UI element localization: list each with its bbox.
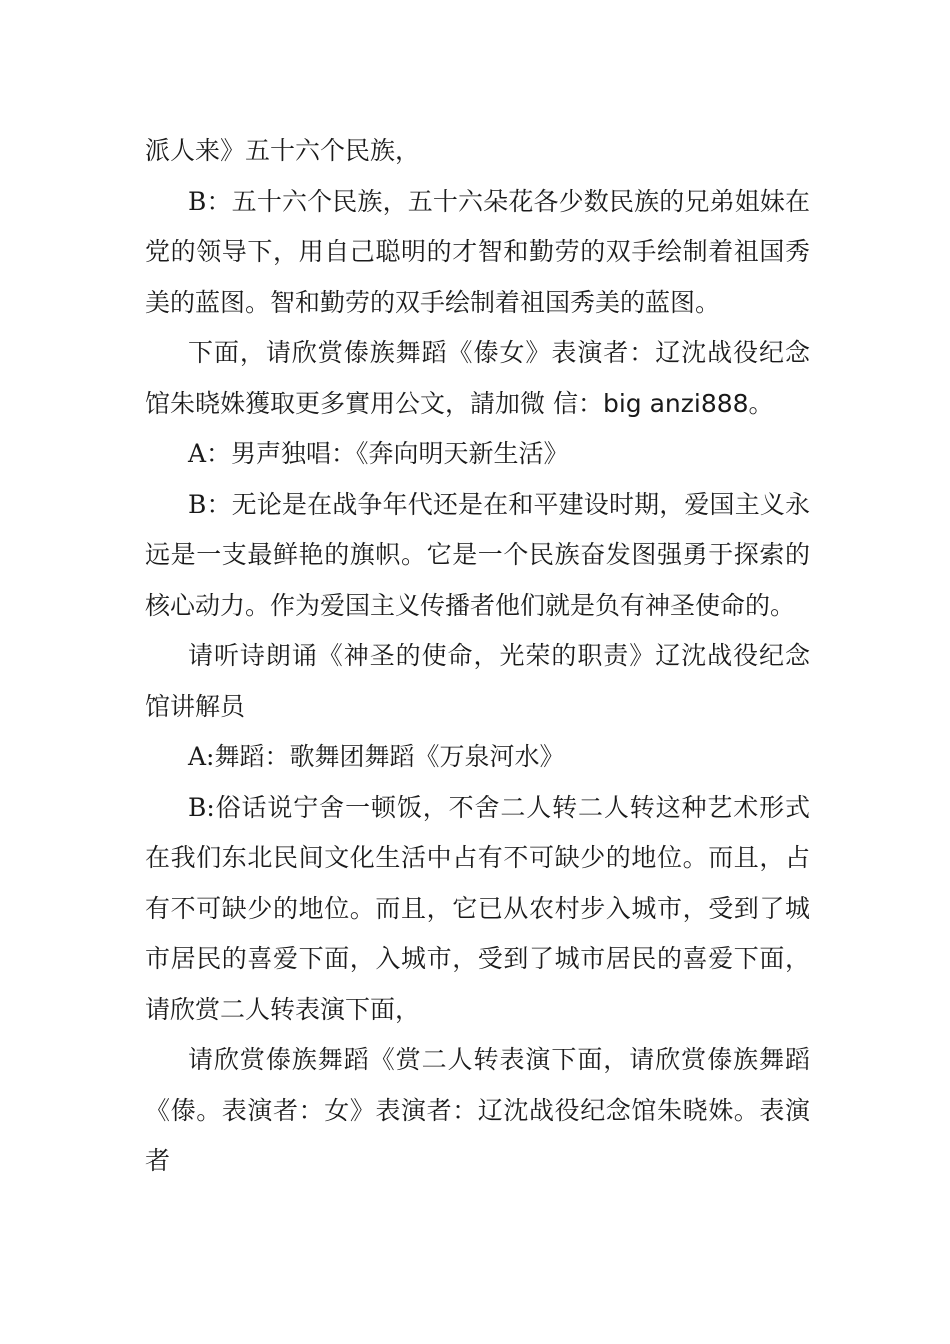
paragraph-text: B:俗话说宁舍一顿饭，不舍二人转二人转这种艺术形式在我们东北民间文化生活中占有不可缺少的地位。而且，占有不可缺少的地位。而且，它已从农村步入城市，受到了城市居民的喜爱下面，入城市，受到了城市居民的喜爱下面，请欣赏二人转表演下面， (145, 792, 810, 1024)
paragraph-5 (145, 480, 810, 632)
paragraph-6 (145, 631, 810, 732)
paragraph-text: B：无论是在战争年代还是在和平建设时期，爱国主义永远是一支最鲜艳的旗帜。它是一个民族奋发图强勇于探索的核心动力。作为爱国主义传播者他们就是负有神圣使命的。 (145, 489, 810, 620)
paragraph-text: 派人来》五十六个民族， (145, 136, 421, 165)
paragraph-4 (145, 429, 810, 480)
wechat-id-text: big anzi888 (602, 388, 749, 418)
paragraph-9 (145, 1035, 810, 1187)
paragraph-text: A：男声独唱：《奔向明天新生活》 (188, 439, 569, 468)
paragraph-text: 下面，请欣赏傣族舞蹈《傣女》表演者：辽沈战役纪念馆朱晓姝獲取更多實用公文，請加微 信： (145, 338, 810, 418)
paragraph-text: 请欣赏傣族舞蹈《赏二人转表演下面，请欣赏傣族舞蹈《傣。表演者：女》表演者：辽沈战役纪念馆朱晓姝。表演者 (145, 1045, 810, 1175)
paragraph-text: 请听诗朗诵《神圣的使命，光荣的职责》辽沈战役纪念馆讲解员 (145, 641, 810, 721)
document-body (145, 126, 810, 1187)
paragraph-end-punct: 。 (748, 388, 774, 418)
paragraph-2 (145, 177, 810, 329)
paragraph-7 (145, 732, 810, 783)
paragraph-text: B：五十六个民族，五十六朵花各少数民族的兄弟姐妹在党的领导下，用自己聪明的才智和勤劳的双手绘制着祖国秀美的蓝图。智和勤劳的双手绘制着祖国秀美的蓝图。 (145, 186, 810, 317)
paragraph-8 (145, 783, 810, 1036)
paragraph-text: A:舞蹈：歌舞团舞蹈《万泉河水》 (188, 742, 565, 771)
paragraph-3 (145, 328, 810, 429)
paragraph-1 (145, 126, 810, 177)
